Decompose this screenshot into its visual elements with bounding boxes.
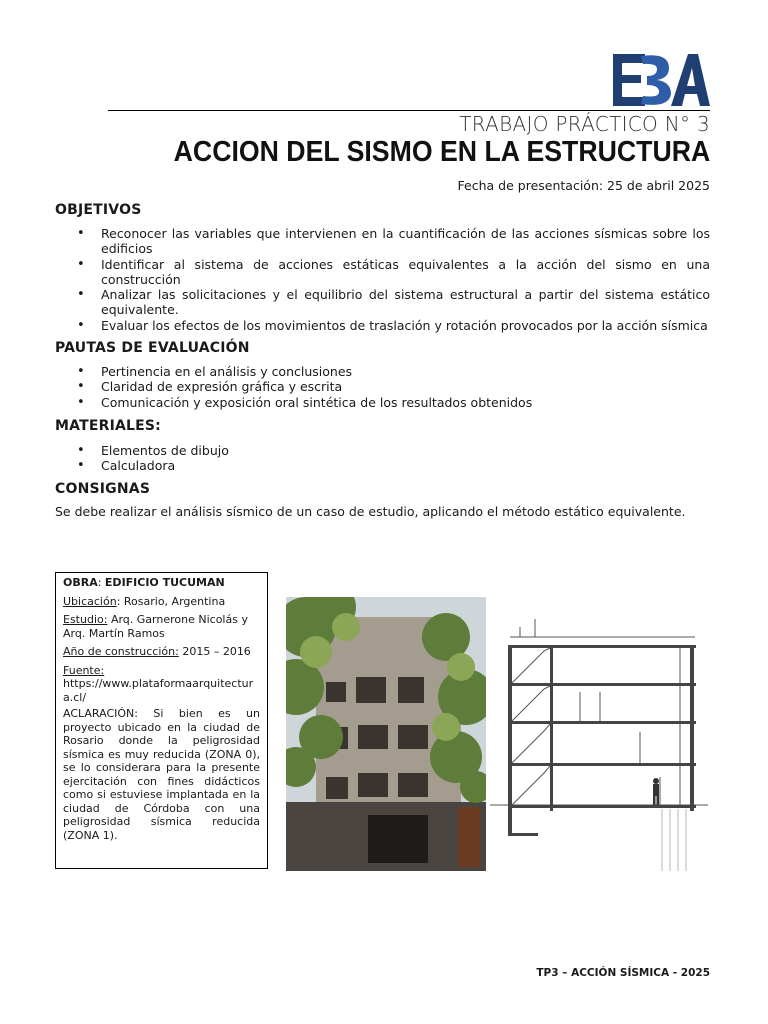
- section-heading-objetivos: OBJETIVOS: [55, 202, 142, 218]
- ubicacion-value: Rosario, Argentina: [123, 594, 226, 608]
- building-section-drawing: [490, 597, 708, 871]
- list-item: • Calculadora: [55, 458, 710, 473]
- obra-info-box: [55, 572, 268, 869]
- anio-line: [63, 645, 260, 659]
- aclaracion-text: ACLARACIÓN: Si bien es un proyecto ubicado en la ciudad de Rosario donde la peligrosidad sísmica es muy reducida (ZONA 0), se lo considerara para la presente ejercitación con fines didácticos como si estuviese implantada en la ciudad de Córdoba con una peligrosidad sísmica reducida (ZONA 1).: [63, 707, 260, 842]
- fuente-label: Fuente:: [63, 663, 105, 677]
- objetivos-list: [55, 226, 710, 333]
- section-heading-pautas: PAUTAS DE EVALUACIÓN: [55, 340, 250, 356]
- obra-label: OBRA: [63, 576, 98, 589]
- obra-line: OBRA: EDIFICIO TUCUMAN: [63, 576, 225, 589]
- anio-label: Año de construcción:: [63, 645, 179, 658]
- document-subtitle: TRABAJO PRÁCTICO N° 3: [459, 112, 710, 136]
- list-item: • Comunicación y exposición oral sintética de los resultados obtenidos: [55, 395, 710, 410]
- section-heading-materiales: MATERIALES:: [55, 418, 161, 434]
- list-item: • Elementos de dibujo: [55, 443, 710, 458]
- section-heading-consignas: CONSIGNAS: [55, 481, 151, 497]
- fuente-link[interactable]: https://www.plataformaarquitectura.cl/: [63, 677, 254, 704]
- obra-value: EDIFICIO TUCUMAN: [104, 576, 225, 589]
- materiales-list: [55, 443, 710, 474]
- list-item: • Pertinencia en el análisis y conclusiones: [55, 364, 710, 379]
- list-item: • Analizar las solicitaciones y el equilibrio del sistema estructural a partir del sistema estático equivalente.: [55, 287, 710, 318]
- header-rule: [108, 110, 710, 111]
- page-footer: TP3 – ACCIÓN SÍSMICA - 2025: [536, 967, 710, 979]
- fuente-line: [63, 664, 260, 705]
- list-item: • Reconocer las variables que intervienen en la cuantificación de las acciones sísmicas sobre los edificios: [55, 226, 710, 257]
- ubicacion-label: Ubicación: [63, 594, 117, 608]
- estudio-value: Arq. Garnerone Nicolás y Arq. Martín Ramos: [63, 613, 248, 640]
- ubicacion-line: Ubicación: Rosario, Argentina: [63, 594, 226, 608]
- document-title: ACCION DEL SISMO EN LA ESTRUCTURA: [173, 136, 710, 168]
- estudio-label: Estudio:: [63, 613, 108, 626]
- pautas-list: [55, 364, 710, 410]
- consignas-text: Se debe realizar el análisis sísmico de un caso de estudio, aplicando el método estático equivalente.: [55, 504, 686, 519]
- list-item: • Identificar al sistema de acciones estáticas equivalentes a la acción del sismo en una construcción: [55, 257, 710, 288]
- e3a-logo: [611, 50, 711, 108]
- building-photo: [286, 597, 486, 871]
- list-item: • Claridad de expresión gráfica y escrita: [55, 379, 710, 394]
- anio-value: 2015 – 2016: [182, 645, 251, 658]
- list-item: • Evaluar los efectos de los movimientos de traslación y rotación provocados por la acción sísmica: [55, 318, 710, 333]
- presentation-date: Fecha de presentación: 25 de abril 2025: [457, 178, 710, 193]
- estudio-line: [63, 613, 260, 640]
